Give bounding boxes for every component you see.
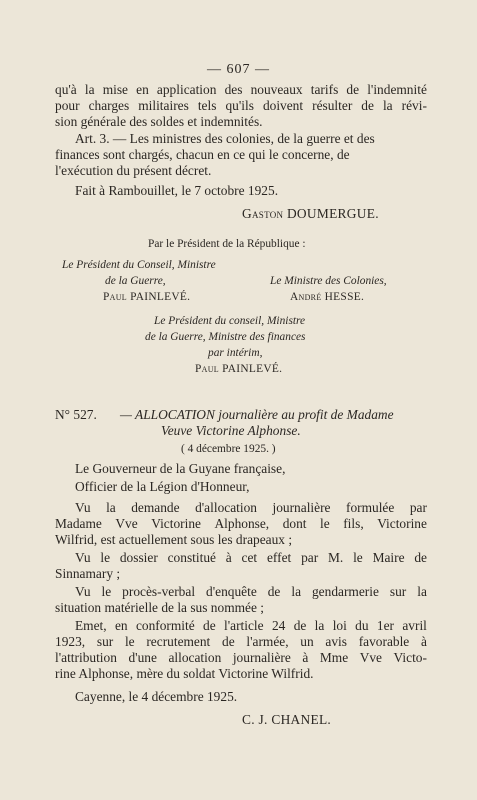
right-minister-title: Le Ministre des Colonies, [270,275,387,287]
governor-line: Le Gouverneur de la Guyane française, [75,461,286,476]
decree-text-line: finances sont chargés, chacun en ce qui le concerne, de [55,147,350,162]
decree-text-line: sion générale des soldes et indemnités. [55,114,263,129]
decree-place-date: Fait à Rambouillet, le 7 octobre 1925. [75,183,279,198]
by-president-line: Par le Président de la République : [148,238,306,250]
arrete-date: ( 4 décembre 1925. ) [181,443,276,455]
left-minister-title-1: Le Président du Conseil, Ministre [62,259,216,271]
arrete-body-line: Emet, en conformité de l'article 24 de la loi du 1er avril [75,618,427,633]
arrete-body-line: Madame Vve Victorine Alphonse, dont le fils, Victorine [55,516,427,531]
arrete-body-line: situation matérielle de la sus nommée ; [55,600,264,615]
arrete-body-line: Vu le dossier constitué à cet effet par M. le Maire de [75,550,427,565]
interim-name: Paul PAINLEVÉ. [195,363,283,375]
arrete-body-line: l'attribution d'une allocation journalière à Mme Vve Victo- [55,650,427,665]
decree-signatory: Gaston DOUMERGUE. [242,206,379,221]
officer-line: Officier de la Légion d'Honneur, [75,479,250,494]
arrete-signatory: C. J. CHANEL. [242,712,332,727]
arrete-number: N° 527. [55,407,97,422]
left-minister-name: Paul PAINLEVÉ. [103,291,191,303]
arrete-body-line: Vu le procès-verbal d'enquête de la gendarmerie sur la [75,584,427,599]
arrete-place-date: Cayenne, le 4 décembre 1925. [75,689,238,704]
arrete-body-line: Wilfrid, est actuellement sous les drapeaux ; [55,532,293,547]
right-minister-name: André HESSE. [290,291,365,303]
arrete-body-line: Vu la demande d'allocation journalière formulée par [75,500,427,515]
arrete-body-line: 1923, sur le recrutement de l'armée, un avis favorable à [55,634,427,649]
decree-article-3: Art. 3. — Les ministres des colonies, de la guerre et des [75,131,375,146]
left-minister-title-2: de la Guerre, [105,275,166,287]
arrete-title-1: — ALLOCATION journalière au profit de Madame [120,407,394,422]
decree-text-line: pour charges militaires tels qu'ils doivent résulter de la révi- [55,98,427,113]
decree-text-line: qu'à la mise en application des nouveaux tarifs de l'indemnité [55,82,427,97]
decree-text-line: l'exécution du présent décret. [55,163,212,178]
interim-title-2: de la Guerre, Ministre des finances [145,331,306,343]
arrete-title-2: Veuve Victorine Alphonse. [161,423,301,438]
interim-title-3: par intérim, [208,347,263,359]
arrete-body-line: Sinnamary ; [55,566,121,581]
interim-title-1: Le Président du conseil, Ministre [154,315,306,327]
arrete-body-line: rine Alphonse, mère du soldat Victorine Wilfrid. [55,666,314,681]
page-number: — 607 — [207,62,270,77]
